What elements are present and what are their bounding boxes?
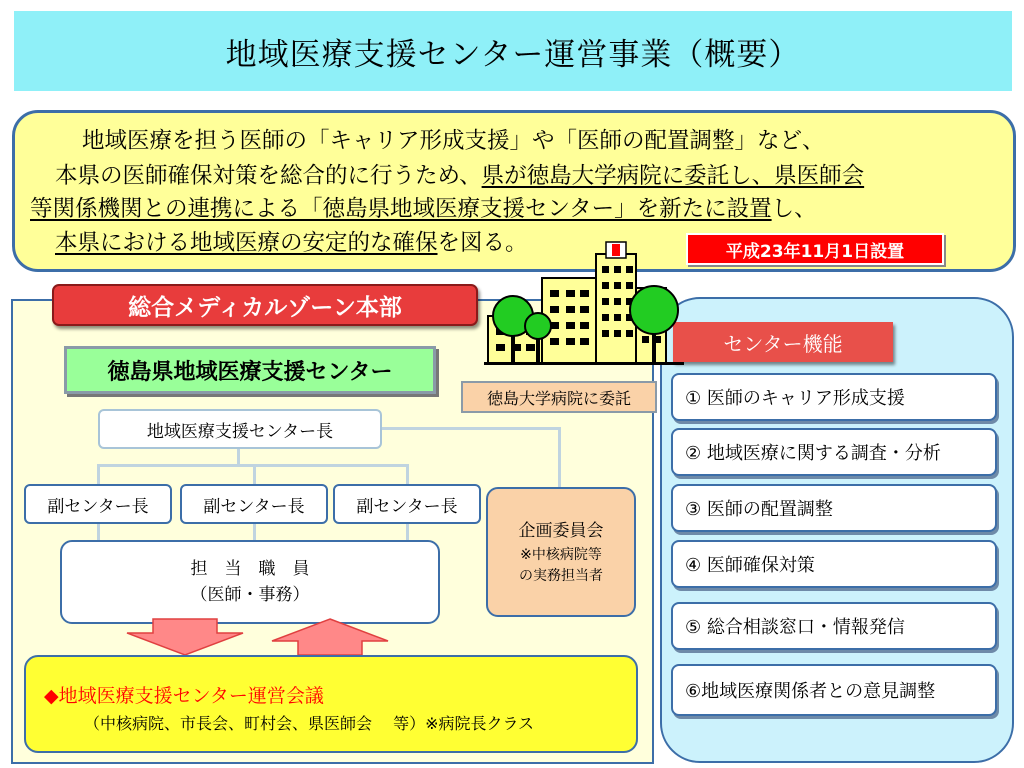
connector-line xyxy=(558,427,561,487)
function-item: ⑥地域医療関係者との意見調整 xyxy=(671,664,997,716)
deputy-director-box: 副センター長 xyxy=(180,484,328,524)
intro-line-1 xyxy=(82,126,825,156)
title-banner xyxy=(14,11,1012,91)
intro-text: し、 xyxy=(771,196,817,222)
connector-line xyxy=(406,464,409,486)
intro-underlined-text: 県が徳島大学病院に委託し、県医師会 xyxy=(481,163,865,189)
hospital-building-icon xyxy=(484,238,684,388)
function-item: ③ 医師の配置調整 xyxy=(671,484,997,532)
center-name-box: 徳島県地域医療支援センター xyxy=(64,346,436,394)
intro-line-3 xyxy=(30,194,817,224)
operating-meeting-box xyxy=(24,655,638,753)
center-director-box: 地域医療支援センター長 xyxy=(98,409,382,449)
function-item: ⑤ 総合相談窓口・情報発信 xyxy=(671,602,997,650)
intro-text: 地域医療を担う医師の「キャリア形成支援」や「医師の配置調整」など、 xyxy=(82,128,825,154)
function-item: ④ 医師確保対策 xyxy=(671,540,997,588)
entrusted-label: 徳島大学病院に委託 xyxy=(461,381,657,413)
intro-line-2 xyxy=(55,161,864,191)
page-title: 地域医療支援センター運営事業（概要） xyxy=(225,36,801,73)
intro-line-4 xyxy=(55,228,528,258)
hq-banner: 総合メディカルゾーン本部 xyxy=(52,284,478,326)
intro-underlined-text: 等関係機関との連携による「徳島県地域医療支援センター」を新たに設置 xyxy=(30,196,772,222)
up-arrow-icon xyxy=(270,617,390,657)
connector-line xyxy=(97,464,100,486)
intro-text: を図る。 xyxy=(437,230,528,256)
committee-title: 企画委員会 xyxy=(518,521,604,541)
deputy-director-box: 副センター長 xyxy=(333,484,481,524)
function-item: ② 地域医療に関する調査・分析 xyxy=(671,428,997,476)
planning-committee-box xyxy=(486,487,636,617)
connector-line xyxy=(237,446,240,466)
deputy-director-box: 副センター長 xyxy=(24,484,172,524)
function-item: ① 医師のキャリア形成支援 xyxy=(671,373,997,421)
established-date-badge: 平成23年11月1日設置 xyxy=(686,233,944,265)
functions-header: センター機能 xyxy=(673,322,893,362)
staff-box xyxy=(60,540,440,624)
meeting-title: ◆地域医療支援センター運営会議 xyxy=(44,685,324,707)
intro-text: 本県の医師確保対策を総合的に行うため、 xyxy=(55,163,482,189)
down-arrow-icon xyxy=(125,617,245,657)
staff-title: 担 当 職 員 xyxy=(190,559,310,579)
staff-subtitle: （医師・事務） xyxy=(190,585,310,605)
committee-note: ※中核病院等 xyxy=(520,547,602,563)
committee-note: の実務担当者 xyxy=(519,568,603,584)
connector-line xyxy=(253,464,256,486)
meeting-members: （中核病院、市長会、町村会、県医師会 等）※病院長クラス xyxy=(84,714,535,733)
connector-line xyxy=(380,427,560,430)
intro-underlined-text: 本県における地域医療の安定的な確保 xyxy=(55,230,438,256)
